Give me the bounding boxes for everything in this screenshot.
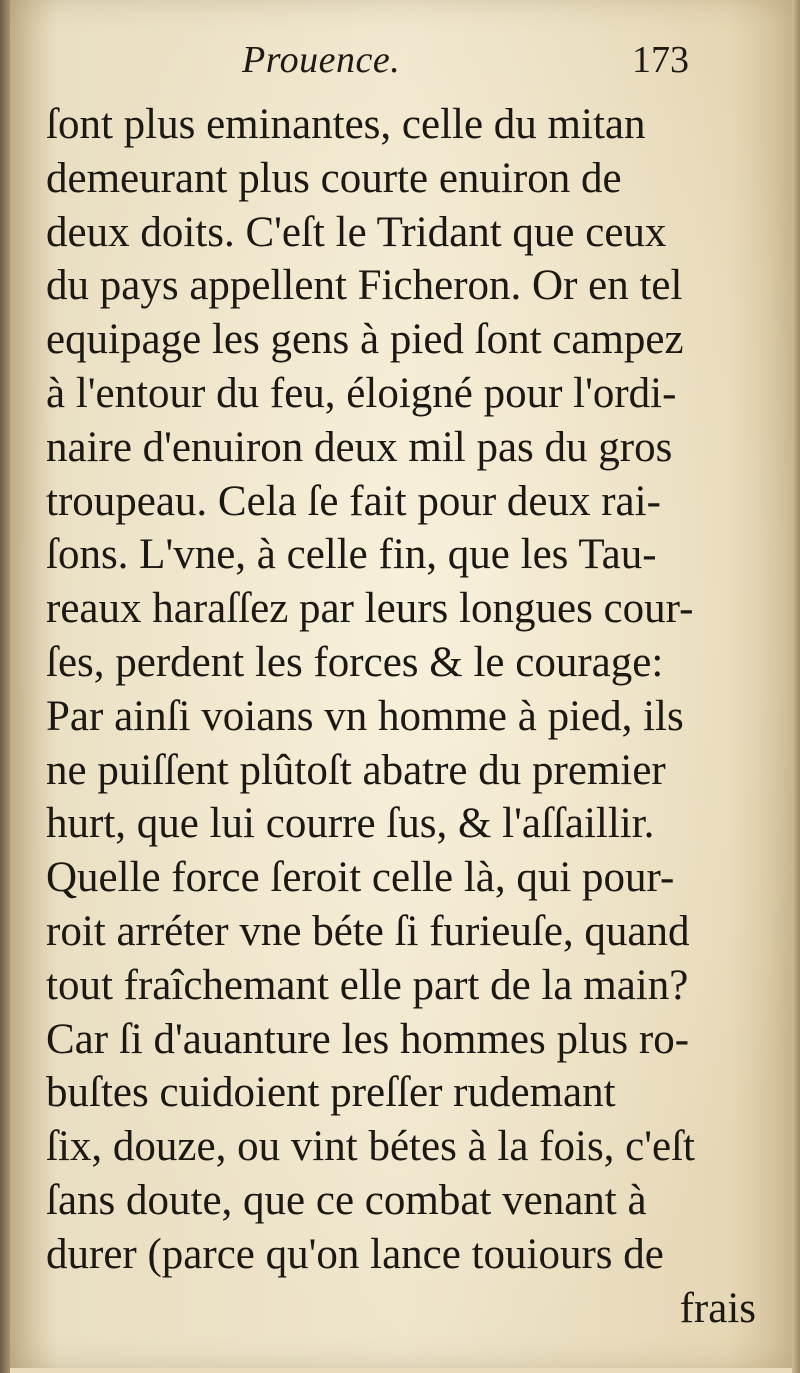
text-line: deux doits. C'eſt le Tridant que ceux xyxy=(46,208,667,256)
text-line: Par ainſi voians vn homme à pied, ils xyxy=(46,692,684,740)
text-line: reaux haraſſez par leurs longues cour- xyxy=(46,585,694,633)
text-line: Quelle force ſeroit celle là, qui pour- xyxy=(46,854,675,902)
text-line: du pays appellent Ficheron. Or en tel xyxy=(46,262,683,310)
text-line: ſons. L'vne, à celle fin, que les Tau- xyxy=(46,531,657,579)
text-line: hurt, que lui courre ſus, & l'aſſaillir. xyxy=(46,800,655,848)
text-line: buſtes cuidoient preſſer rudemant xyxy=(46,1069,616,1117)
page-number: 173 xyxy=(632,39,689,81)
text-line: roit arréter vne béte ſi furieuſe, quand xyxy=(46,907,690,955)
text-line: durer (parce qu'on lance touiours de xyxy=(46,1230,664,1278)
text-line: ſes, perdent les forces & le courage: xyxy=(46,638,664,686)
text-line: equipage les gens à pied ſont campez xyxy=(46,316,684,364)
text-line: troupeau. Cela ſe fait pour deux rai- xyxy=(46,477,661,525)
running-title: Prouence. xyxy=(242,39,401,81)
page-header xyxy=(10,38,792,98)
text-line: tout fraîchemant elle part de la main? xyxy=(46,961,689,1009)
book-gutter-edge xyxy=(0,0,10,1373)
text-line: ne puiſſent plûtoſt abatre du premier xyxy=(46,746,666,794)
body-text xyxy=(46,98,756,1335)
text-line: Car ſi d'auanture les hommes plus ro- xyxy=(46,1015,690,1063)
text-line: ſix, douze, ou vint bétes à la fois, c'eſt xyxy=(46,1123,695,1171)
text-line: naire d'enuiron deux mil pas du gros xyxy=(46,423,673,471)
text-line: ſans doute, que ce combat venant à xyxy=(46,1176,647,1224)
text-line: ſont plus eminantes, celle du mitan xyxy=(46,101,646,148)
text-line: demeurant plus courte enuiron de xyxy=(46,154,622,202)
text-line: à l'entour du feu, éloigné pour l'ordi- xyxy=(46,369,677,417)
page-fore-edge xyxy=(792,0,800,1373)
book-page xyxy=(10,0,792,1368)
catchword: frais xyxy=(679,1284,756,1332)
